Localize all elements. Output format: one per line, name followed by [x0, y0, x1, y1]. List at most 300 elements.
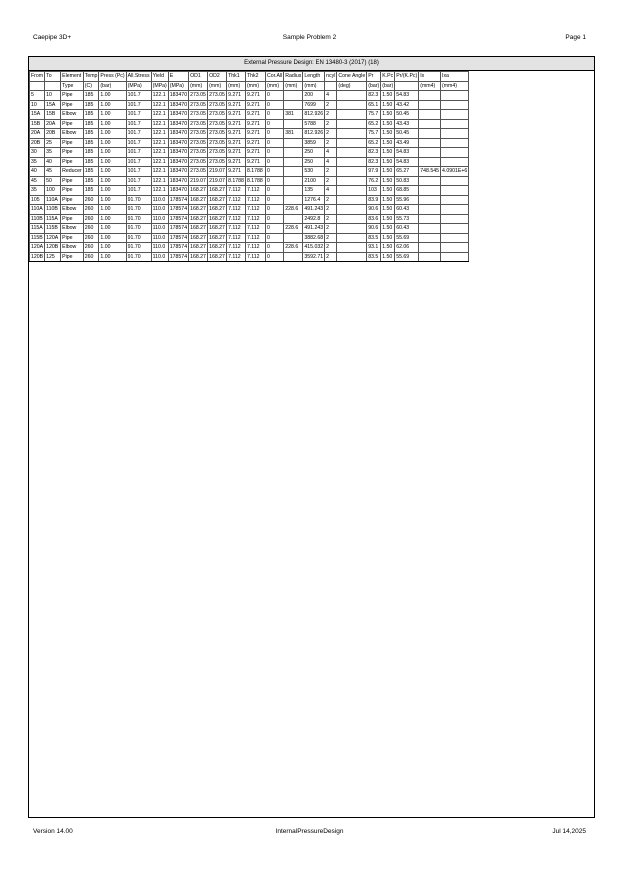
table-cell: 76.2 — [367, 176, 381, 186]
table-cell: 0 — [265, 100, 283, 110]
table-cell — [441, 119, 469, 129]
table-cell: 115A — [45, 214, 61, 224]
table-cell: 7.112 — [227, 214, 246, 224]
table-cell: 110A — [45, 195, 61, 205]
table-cell: 120A — [45, 233, 61, 243]
table-cell: 15A — [30, 110, 45, 120]
table-cell: 1.50 — [381, 148, 395, 158]
table-cell: 185 — [83, 167, 99, 177]
column-unit: (MPa) — [152, 82, 167, 89]
table-cell: 0 — [265, 186, 283, 196]
table-cell — [441, 91, 469, 101]
table-cell: 7.112 — [227, 252, 246, 262]
column-unit: (mm) — [284, 81, 303, 91]
column-unit: (bar) — [368, 82, 380, 89]
table-cell: 7.112 — [227, 224, 246, 234]
table-cell — [419, 110, 441, 120]
column-header: Thk2 — [245, 72, 265, 82]
table-cell — [441, 148, 469, 158]
table-cell: 178574 — [169, 206, 188, 213]
table-cell: 8.1788 — [245, 176, 265, 186]
table-cell — [441, 138, 469, 148]
table-cell: 110B — [45, 205, 61, 215]
table-cell: 9.271 — [227, 167, 246, 177]
table-cell: 122.1 — [151, 186, 168, 196]
column-unit — [325, 81, 337, 91]
table-cell: 2 — [325, 119, 337, 129]
table-cell: 9.271 — [245, 91, 265, 101]
table-cell — [284, 195, 303, 205]
table-cell: 7.112 — [245, 205, 265, 215]
column-header: Press (Pc) — [100, 73, 125, 79]
column-unit: (mm) — [227, 81, 246, 91]
table-cell: 122.1 — [151, 167, 168, 177]
table-cell: 25 — [45, 138, 61, 148]
table-cell: 168.27 — [190, 187, 206, 194]
app-name: Caepipe 3D+ — [33, 34, 72, 41]
table-cell: 228.6 — [284, 224, 303, 234]
table-cell: 2 — [325, 252, 337, 262]
table-cell: 7.112 — [227, 233, 246, 243]
column-unit: (mm4) — [441, 81, 469, 91]
table-cell: 1.50 — [381, 119, 395, 129]
table-cell — [419, 233, 441, 243]
table-row — [30, 100, 469, 110]
table-cell: 0 — [265, 110, 283, 120]
table-cell: 1.50 — [381, 157, 395, 167]
table-row — [30, 129, 469, 139]
column-header: ncyl — [326, 73, 336, 79]
table-cell: 183470 — [169, 111, 188, 118]
table-cell: 135 — [303, 186, 325, 196]
table-cell: 101.7 — [126, 138, 151, 148]
table-cell — [337, 129, 367, 139]
table-cell — [337, 91, 367, 101]
table-cell: 9.271 — [227, 110, 246, 120]
table-cell: 110.0 — [151, 243, 168, 253]
table-cell: 5788 — [303, 119, 325, 129]
table-cell — [337, 167, 367, 177]
table-cell — [337, 252, 367, 262]
table-cell: 185 — [83, 157, 99, 167]
table-cell: 97.9 — [367, 167, 381, 177]
table-cell: 200 — [303, 91, 325, 101]
table-cell: 183470 — [169, 101, 188, 108]
table-cell — [337, 110, 367, 120]
column-header: Cone Angle — [338, 73, 366, 79]
table-cell: 9.271 — [245, 119, 265, 129]
table-cell: 1.00 — [99, 100, 126, 110]
table-cell — [419, 148, 441, 158]
table-cell: 185 — [83, 148, 99, 158]
table-cell — [441, 176, 469, 186]
table-cell: 1.50 — [381, 100, 395, 110]
table-cell: 9.271 — [227, 138, 246, 148]
table-cell: 4 — [325, 186, 337, 196]
table-cell: 9.271 — [227, 91, 246, 101]
table-cell — [419, 252, 441, 262]
table-cell: 183470 — [169, 130, 188, 137]
table-cell: 35 — [30, 186, 45, 196]
column-unit: (MPa) — [168, 81, 188, 91]
table-cell: 183470 — [169, 92, 188, 99]
table-cell — [441, 110, 469, 120]
table-cell: 168.27 — [190, 206, 206, 213]
table-cell: 45 — [30, 176, 45, 186]
column-header: All.Stress — [127, 73, 150, 79]
table-cell: Pipe — [61, 186, 84, 196]
table-cell: 1.50 — [381, 138, 395, 148]
table-cell: 83.6 — [367, 214, 381, 224]
table-cell — [284, 91, 303, 101]
table-cell: 0 — [265, 167, 283, 177]
table-cell: 122.1 — [151, 138, 168, 148]
table-cell: 168.27 — [209, 244, 225, 251]
column-unit: (mm4) — [419, 81, 441, 91]
table-cell: 1.00 — [99, 129, 126, 139]
table-cell: 60.43 — [395, 224, 419, 234]
table-cell: 168.27 — [209, 187, 225, 194]
table-row — [30, 110, 469, 120]
document-title: Sample Problem 2 — [282, 34, 337, 41]
table-cell: 168.27 — [190, 253, 206, 260]
table-cell — [419, 205, 441, 215]
table-cell: 110.0 — [151, 205, 168, 215]
table-cell: 178574 — [169, 234, 188, 241]
table-cell: 10 — [45, 91, 61, 101]
table-cell: 0 — [265, 224, 283, 234]
table-cell: 105 — [30, 195, 45, 205]
table-cell: 7.112 — [227, 186, 246, 196]
table-cell: Pipe — [61, 148, 84, 158]
table-cell: 0 — [265, 214, 283, 224]
table-cell — [441, 129, 469, 139]
table-cell: 3592.71 — [304, 253, 324, 260]
table-cell: 45 — [45, 167, 61, 177]
table-cell: 2 — [325, 100, 337, 110]
table-cell — [441, 224, 469, 234]
table-cell: 178574 — [169, 244, 188, 251]
table-cell: 168.27 — [190, 225, 206, 232]
column-header: Ix — [419, 72, 441, 82]
table-cell — [419, 91, 441, 101]
table-cell — [441, 252, 469, 262]
table-cell: 65.27 — [395, 167, 419, 177]
table-cell — [441, 195, 469, 205]
table-cell: 9.271 — [227, 100, 246, 110]
table-cell — [441, 157, 469, 167]
table-cell: 0 — [265, 157, 283, 167]
table-cell: 35 — [45, 148, 61, 158]
table-cell: 168.27 — [209, 206, 225, 213]
table-cell: Pipe — [61, 195, 84, 205]
table-cell: 7.112 — [227, 195, 246, 205]
table-cell: 1.50 — [381, 186, 395, 196]
table-cell: 82.3 — [367, 148, 381, 158]
table-cell: 2 — [325, 214, 337, 224]
table-cell — [284, 138, 303, 148]
table-cell: 120A — [31, 244, 44, 251]
column-header: Length — [303, 72, 325, 82]
table-cell: 90.6 — [367, 205, 381, 215]
table-cell: 20A — [30, 129, 45, 139]
table-cell: 183470 — [169, 139, 188, 146]
table-cell: 1.00 — [99, 138, 126, 148]
table-cell — [284, 100, 303, 110]
table-title: External Pressure Design: EN 13480-3 (2017) (18) — [29, 57, 594, 71]
table-row — [30, 205, 469, 215]
table-cell: 2 — [325, 205, 337, 215]
table-cell — [284, 186, 303, 196]
table-cell: 2 — [325, 167, 337, 177]
table-row — [30, 252, 469, 262]
table-cell: 43.49 — [395, 138, 419, 148]
table-cell: Pipe — [61, 252, 84, 262]
table-cell: 748.545 — [420, 168, 439, 175]
table-cell: 115A — [31, 225, 43, 232]
table-cell: 168.27 — [209, 196, 225, 203]
table-cell: 1.00 — [99, 205, 126, 215]
table-cell: 491.243 — [304, 206, 324, 213]
table-cell: 1.50 — [381, 224, 395, 234]
table-cell: 7.112 — [227, 243, 246, 253]
table-cell: 4 — [325, 157, 337, 167]
table-cell: 2 — [325, 176, 337, 186]
column-unit — [45, 81, 61, 91]
table-cell: 1.50 — [381, 195, 395, 205]
table-cell: 55.69 — [395, 252, 419, 262]
table-cell: 7.112 — [245, 214, 265, 224]
table-cell: 103 — [367, 186, 381, 196]
table-cell: 183470 — [169, 120, 188, 127]
column-header: Pr/(K.Pc) — [396, 73, 418, 79]
table-cell: 30 — [30, 148, 45, 158]
page-header — [33, 34, 586, 46]
table-cell — [419, 195, 441, 205]
table-cell: 83.5 — [367, 252, 381, 262]
table-cell: 2 — [325, 243, 337, 253]
table-cell — [337, 205, 367, 215]
table-row — [30, 157, 469, 167]
table-cell: 185 — [83, 100, 99, 110]
table-cell: 82.3 — [367, 91, 381, 101]
table-cell — [337, 176, 367, 186]
table-cell: Elbow — [61, 129, 84, 139]
table-cell: 91.70 — [126, 233, 151, 243]
table-cell: 168.27 — [190, 196, 206, 203]
table-cell — [284, 157, 303, 167]
table-cell: 101.7 — [126, 157, 151, 167]
table-cell: 1276.4 — [303, 195, 325, 205]
table-cell: 1.00 — [99, 91, 126, 101]
table-row — [30, 243, 469, 253]
table-cell: Pipe — [61, 176, 84, 186]
table-cell: 122.1 — [151, 91, 168, 101]
table-cell: 101.7 — [126, 129, 151, 139]
table-cell: 9.271 — [245, 100, 265, 110]
table-cell: 50 — [45, 176, 61, 186]
table-cell — [284, 167, 303, 177]
table-body — [30, 91, 469, 262]
table-cell: 110B — [31, 215, 43, 222]
table-cell — [441, 233, 469, 243]
table-cell: 101.7 — [126, 176, 151, 186]
table-cell — [284, 252, 303, 262]
table-cell: 0 — [265, 195, 283, 205]
table-cell: 273.05 — [209, 101, 225, 108]
table-cell: 168.27 — [209, 215, 225, 222]
table-cell: 65.2 — [367, 119, 381, 129]
table-cell: 9.271 — [245, 129, 265, 139]
table-cell: 8.1788 — [245, 167, 265, 177]
table-cell: 7.112 — [245, 186, 265, 196]
table-cell: 122.1 — [151, 119, 168, 129]
table-row — [30, 176, 469, 186]
column-header: OD2 — [208, 72, 227, 82]
table-cell — [419, 176, 441, 186]
table-cell: 415.032 — [304, 244, 324, 251]
table-cell: 1.00 — [99, 195, 126, 205]
table-cell: 2100 — [303, 176, 325, 186]
report-date: Jul 14,2025 — [552, 828, 586, 835]
table-cell: 50.83 — [395, 176, 419, 186]
table-cell: 120B — [31, 253, 44, 260]
column-header: Yield — [151, 72, 168, 82]
table-cell: 273.05 — [209, 111, 225, 118]
table-cell — [284, 176, 303, 186]
table-cell: 1.50 — [381, 129, 395, 139]
table-cell: 273.05 — [190, 92, 206, 99]
table-cell: 55.96 — [395, 195, 419, 205]
table-cell: 75.7 — [367, 110, 381, 120]
table-cell: 183470 — [169, 168, 188, 175]
table-cell: 273.05 — [190, 120, 206, 127]
table-cell: 40 — [45, 157, 61, 167]
table-cell: 178574 — [169, 196, 188, 203]
table-cell: 122.1 — [151, 157, 168, 167]
table-cell: 273.05 — [190, 168, 206, 175]
table-cell: Elbow — [61, 110, 84, 120]
table-cell: 65.2 — [367, 138, 381, 148]
table-cell: 1.00 — [99, 157, 126, 167]
table-cell: 54.83 — [395, 157, 419, 167]
table-cell: 3859 — [303, 138, 325, 148]
column-unit: (mm) — [208, 81, 227, 91]
table-cell: 122.1 — [151, 129, 168, 139]
table-cell: 1.00 — [99, 214, 126, 224]
column-unit: (bar) — [382, 82, 394, 89]
table-cell: 168.27 — [209, 234, 225, 241]
table-cell — [419, 186, 441, 196]
table-cell: 2492.8 — [303, 214, 325, 224]
table-cell: 0 — [265, 119, 283, 129]
table-cell: 1.00 — [99, 224, 126, 234]
table-cell: 83.9 — [367, 195, 381, 205]
table-cell: 273.05 — [190, 139, 206, 146]
table-cell: 7.112 — [227, 205, 246, 215]
table-cell: 7.112 — [245, 224, 265, 234]
table-cell: 219.07 — [209, 177, 225, 184]
table-cell: 91.70 — [126, 224, 151, 234]
column-unit: (mm) — [245, 81, 265, 91]
table-cell — [337, 214, 367, 224]
table-cell: 1.50 — [381, 214, 395, 224]
table-row — [30, 224, 469, 234]
table-cell: 1.50 — [381, 233, 395, 243]
column-header: Thk1 — [227, 72, 246, 82]
table-cell: 20B — [30, 138, 45, 148]
table-cell: Pipe — [61, 233, 84, 243]
table-cell: 260 — [83, 224, 99, 234]
table-cell: 125 — [45, 252, 61, 262]
table-cell: 5 — [30, 91, 45, 101]
column-header: Temp — [84, 73, 98, 79]
column-header: Radius — [285, 73, 302, 79]
table-cell: 9.271 — [245, 157, 265, 167]
column-header: K.Pc — [382, 73, 394, 79]
table-cell: 101.7 — [126, 110, 151, 120]
version-label: Version 14.00 — [33, 828, 73, 835]
table-row — [30, 195, 469, 205]
table-cell: 90.6 — [367, 224, 381, 234]
table-cell — [337, 186, 367, 196]
table-cell: 1.00 — [99, 186, 126, 196]
table-cell: 250 — [303, 157, 325, 167]
column-unit — [30, 81, 45, 91]
column-header: Pr — [367, 72, 381, 82]
table-cell: 178574 — [169, 253, 188, 260]
table-cell: 0 — [265, 129, 283, 139]
table-cell: 0 — [265, 243, 283, 253]
table-cell — [284, 119, 303, 129]
table-cell: 1.00 — [99, 148, 126, 158]
table-cell: 0 — [265, 205, 283, 215]
table-cell: 260 — [83, 252, 99, 262]
table-cell: 228.6 — [284, 205, 303, 215]
table-cell — [441, 214, 469, 224]
table-cell: 260 — [83, 233, 99, 243]
column-header: Element — [61, 72, 84, 82]
table-cell: 40 — [30, 167, 45, 177]
table-row — [30, 91, 469, 101]
table-cell — [419, 243, 441, 253]
table-cell: 7.112 — [245, 195, 265, 205]
table-cell: 273.05 — [209, 130, 225, 137]
table-cell: 91.70 — [126, 252, 151, 262]
table-cell: 2 — [325, 233, 337, 243]
table-cell: 9.271 — [227, 157, 246, 167]
table-cell: 55.73 — [395, 214, 419, 224]
table-cell: 101.7 — [126, 167, 151, 177]
table-cell: 75.7 — [367, 129, 381, 139]
table-cell: 60.43 — [395, 205, 419, 215]
table-cell: 91.70 — [126, 195, 151, 205]
table-cell: 185 — [83, 129, 99, 139]
table-cell: 168.27 — [209, 225, 225, 232]
table-cell: 2 — [325, 195, 337, 205]
table-cell: 1.50 — [381, 176, 395, 186]
table-cell: 9.271 — [245, 110, 265, 120]
column-unit: (mm) — [265, 81, 283, 91]
table-cell: 812.926 — [304, 130, 324, 137]
table-cell: Elbow — [61, 243, 84, 253]
table-cell: 10 — [30, 100, 45, 110]
column-header: E — [168, 72, 188, 82]
report-frame — [28, 56, 595, 818]
table-cell: 185 — [83, 110, 99, 120]
table-cell: 0 — [265, 91, 283, 101]
table-cell: 43.43 — [395, 119, 419, 129]
